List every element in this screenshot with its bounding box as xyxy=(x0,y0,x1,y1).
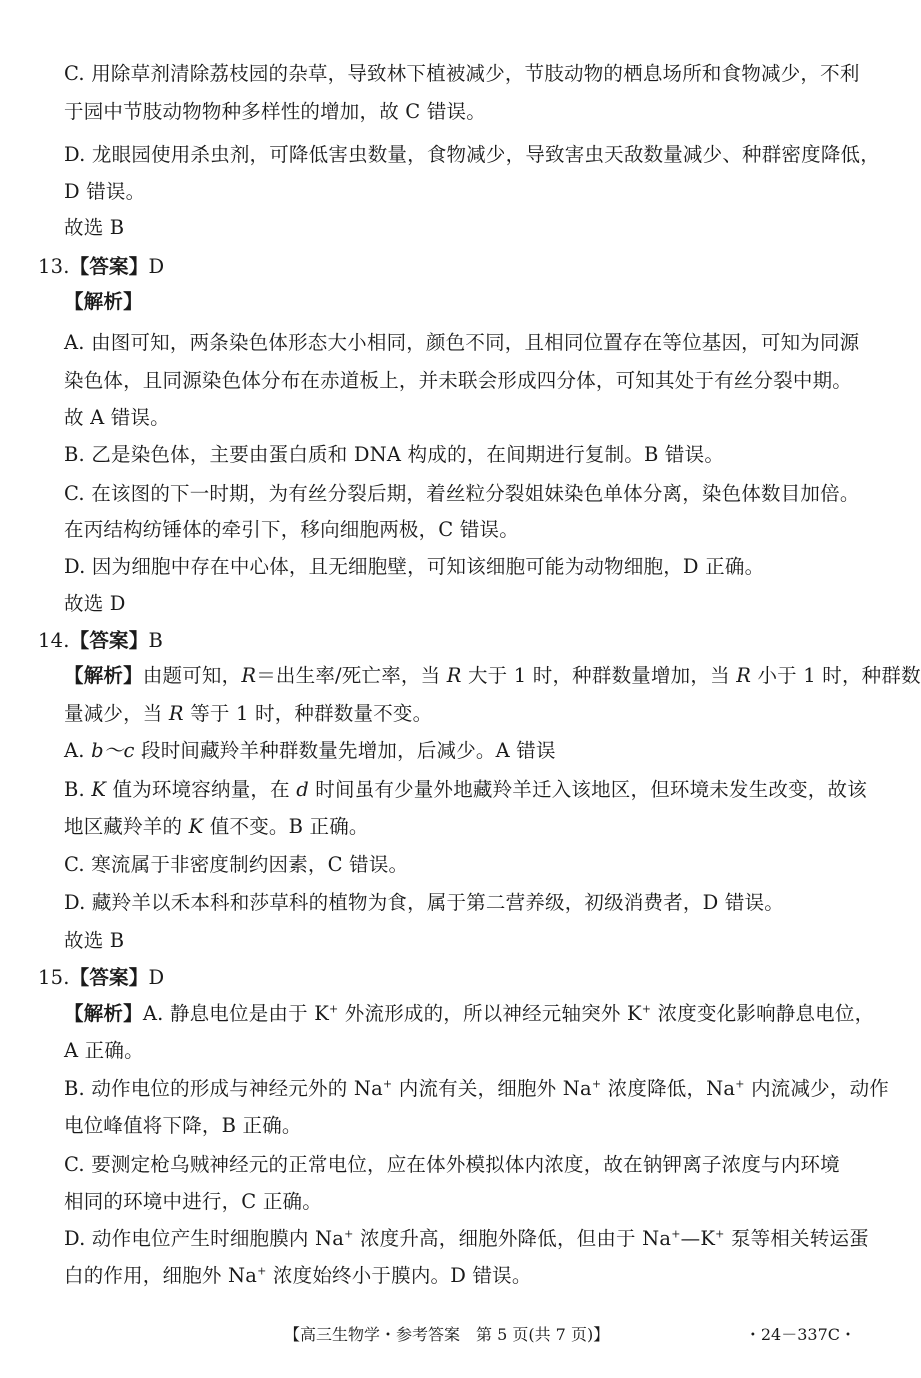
text-line: 故 A 错误。 xyxy=(64,406,170,429)
text-line: 相同的环境中进行，C 正确。 xyxy=(64,1190,322,1213)
question-15-answer: 15.【答案】D xyxy=(38,966,165,989)
text-line: B. 乙是染色体，主要由蛋白质和 DNA 构成的，在间期进行复制。B 错误。 xyxy=(64,443,725,466)
text-line: A. 由图可知，两条染色体形态大小相同，颜色不同，且相同位置存在等位基因，可知为同源 xyxy=(64,331,860,354)
text-line: C. 在该图的下一时期，为有丝分裂后期，着丝粒分裂姐妹染色单体分离，染色体数目加倍。 xyxy=(64,482,860,505)
text-line: A 正确。 xyxy=(64,1039,144,1062)
question-14-answer: 14.【答案】B xyxy=(38,629,163,652)
text-line: D. 动作电位产生时细胞膜内 Na+ 浓度升高，细胞外降低，但由于 Na+—K+ 泵等相关转运蛋 xyxy=(64,1227,869,1250)
question-13-answer: 13.【答案】D xyxy=(38,255,165,278)
text-line: 电位峰值将下降，B 正确。 xyxy=(64,1114,302,1137)
text-line: 故选 B xyxy=(64,216,125,239)
text-line: 白的作用，细胞外 Na+ 浓度始终小于膜内。D 错误。 xyxy=(64,1264,532,1287)
text-line: A. b～c 段时间藏羚羊种群数量先增加，后减少。A 错误 xyxy=(64,739,556,762)
text-line: 于园中节肢动物物种多样性的增加，故 C 错误。 xyxy=(64,100,486,123)
question-13-analysis-label: 【解析】 xyxy=(64,290,143,313)
text-line: B. 动作电位的形成与神经元外的 Na+ 内流有关，细胞外 Na+ 浓度降低，Na+ 内流减少，动作 xyxy=(64,1077,889,1100)
text-line: D. 藏羚羊以禾本科和莎草科的植物为食，属于第二营养级，初级消费者，D 错误。 xyxy=(64,891,784,914)
text-line: 故选 D xyxy=(64,592,126,615)
text-line: B. K 值为环境容纳量，在 d 时间虽有少量外地藏羚羊迁入该地区，但环境未发生改变，故该 xyxy=(64,778,867,801)
text-line: D 错误。 xyxy=(64,180,146,203)
text-line: C. 用除草剂清除荔枝园的杂草，导致林下植被减少，节肢动物的栖息场所和食物减少，不利 xyxy=(64,62,860,85)
text-line: D. 龙眼园使用杀虫剂，可降低害虫数量，食物减少，导致害虫天敌数量减少、种群密度降低， xyxy=(64,143,880,166)
text-line: 地区藏羚羊的 K 值不变。B 正确。 xyxy=(64,815,369,838)
footer-code: ・24－337C・ xyxy=(744,1325,856,1344)
text-line: 在丙结构纺锤体的牵引下，移向细胞两极，C 错误。 xyxy=(64,518,519,541)
text-line: C. 要测定枪乌贼神经元的正常电位，应在体外模拟体内浓度，故在钠钾离子浓度与内环境 xyxy=(64,1153,840,1176)
text-line: 染色体，且同源染色体分布在赤道板上，并未联会形成四分体，可知其处于有丝分裂中期。 xyxy=(64,369,853,392)
text-line: D. 因为细胞中存在中心体，且无细胞壁，可知该细胞可能为动物细胞，D 正确。 xyxy=(64,555,765,578)
page-footer xyxy=(0,1322,900,1352)
text-line: 【解析】由题可知，R＝出生率/死亡率，当 R 大于 1 时，种群数量增加，当 R 小于 1 时，种群数 xyxy=(64,664,921,687)
text-line: C. 寒流属于非密度制约因素，C 错误。 xyxy=(64,853,409,876)
footer-title: 【高三生物学・参考答案 第 5 页(共 7 页)】 xyxy=(284,1325,610,1344)
text-line: 量减少，当 R 等于 1 时，种群数量不变。 xyxy=(64,702,433,725)
text-line: 【解析】A. 静息电位是由于 K+ 外流形成的，所以神经元轴突外 K+ 浓度变化影响静息电位， xyxy=(64,1002,875,1025)
text-line: 故选 B xyxy=(64,929,125,952)
